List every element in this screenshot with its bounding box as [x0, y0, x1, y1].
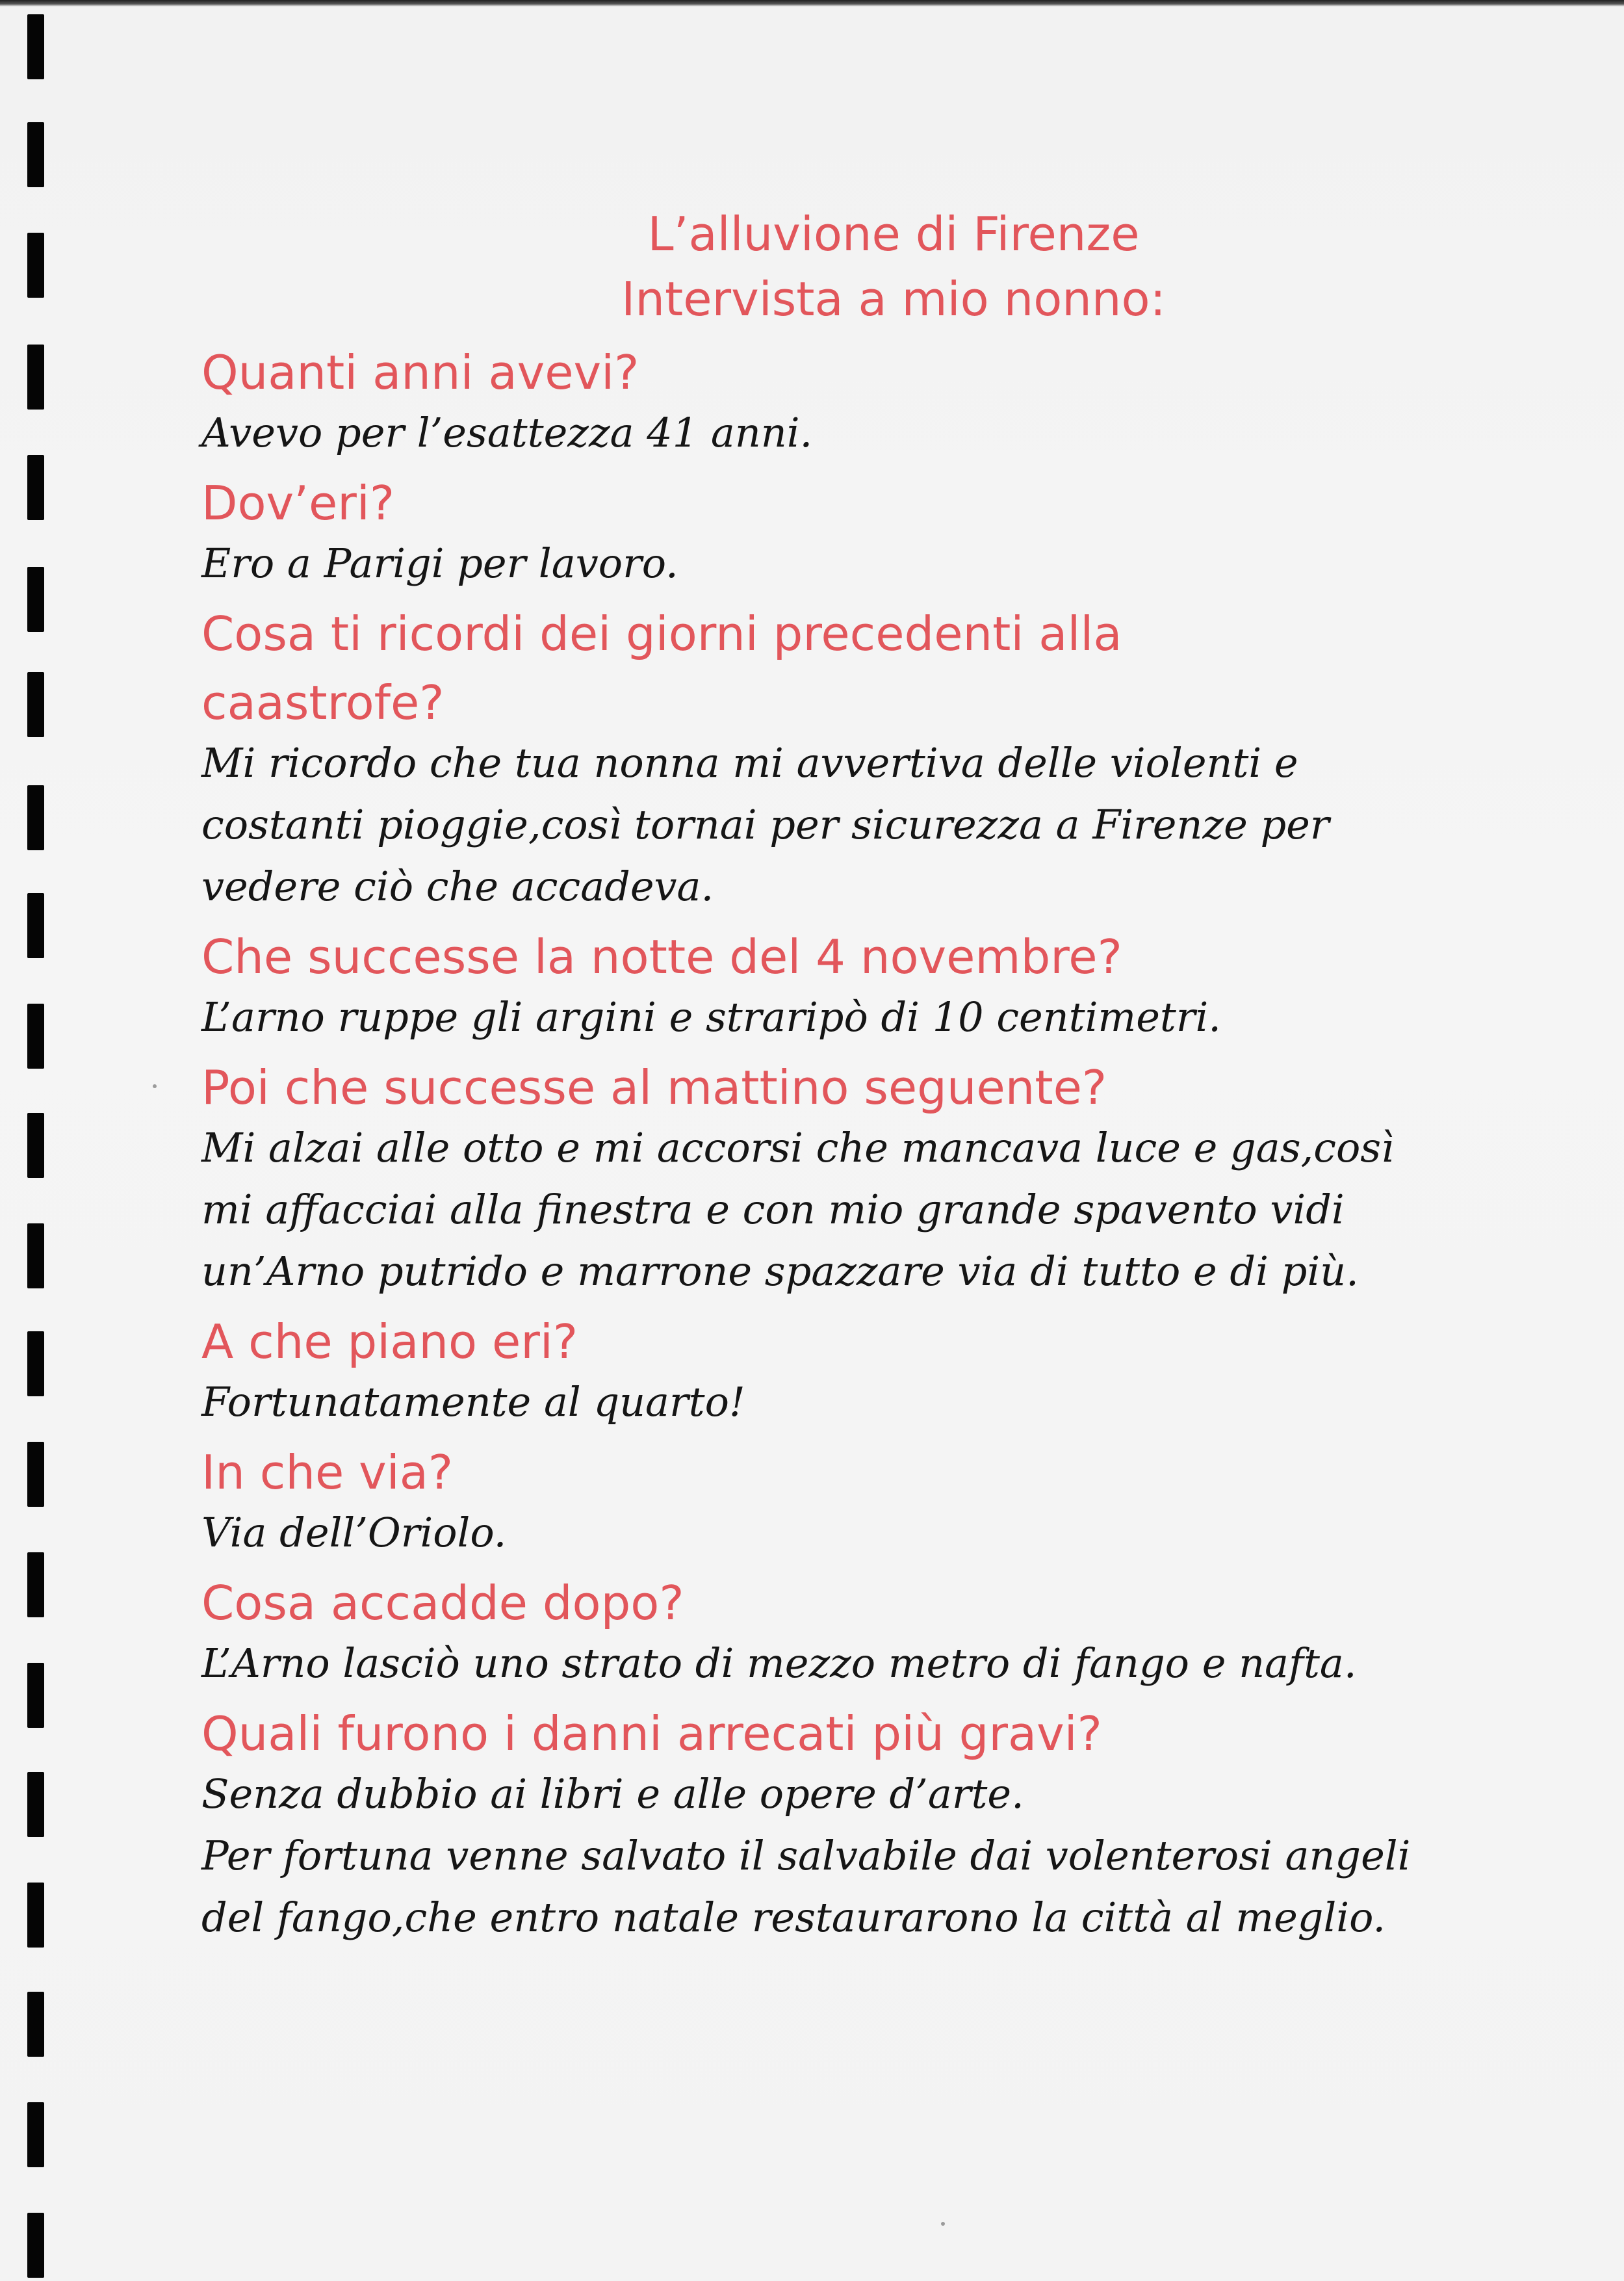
binding-hole — [27, 672, 44, 737]
document-title: L’alluvione di Firenze — [647, 207, 1140, 261]
binding-hole — [27, 1552, 44, 1617]
interview-answer: Senza dubbio ai libri e alle opere d’arte. — [201, 1770, 1024, 1818]
interview-answer: Via dell’Oriolo. — [201, 1509, 507, 1556]
binding-hole — [27, 2213, 44, 2278]
binding-hole — [27, 567, 44, 632]
qa-item — [201, 1053, 1475, 1302]
binding-hole — [27, 345, 44, 410]
paper-speck — [941, 2222, 945, 2226]
qa-item — [201, 922, 1475, 1048]
interview-answer: Mi alzai alle otto e mi accorsi che mancava luce e gas,così mi affacciai alla finestra e con mio grande spavento vidi un’Arno putrido e marrone spazzare via di tutto e di più. — [201, 1124, 1394, 1295]
interview-content — [201, 195, 1475, 1948]
binding-hole — [27, 1772, 44, 1837]
paper-speck — [153, 1084, 157, 1088]
binding-holes — [27, 0, 47, 2281]
binding-hole — [27, 1992, 44, 2057]
qa-item — [201, 1307, 1475, 1433]
binding-hole — [27, 1004, 44, 1069]
interview-question: A che piano eri? — [201, 1314, 578, 1369]
scan-top-edge — [0, 0, 1624, 7]
binding-hole — [27, 2102, 44, 2167]
qa-item — [201, 1699, 1475, 1948]
binding-hole — [27, 233, 44, 298]
qa-item — [201, 1569, 1475, 1694]
qa-item — [201, 599, 1475, 917]
interview-question: Quanti anni avevi? — [201, 345, 639, 400]
interview-answer: Avevo per l’esattezza 41 anni. — [201, 409, 813, 456]
interview-answer: L’arno ruppe gli argini e straripò di 10 centimetri. — [201, 993, 1221, 1041]
interview-answer: L’Arno lasciò uno strato di mezzo metro di fango e nafta. — [201, 1639, 1357, 1687]
binding-hole — [27, 455, 44, 520]
interview-answer: Fortunatamente al quarto! — [201, 1378, 745, 1426]
binding-hole — [27, 1331, 44, 1396]
binding-hole — [27, 14, 44, 79]
interview-question: In che via? — [201, 1445, 454, 1500]
interview-question: Poi che successe al mattino seguente? — [201, 1060, 1107, 1115]
interview-question: Dov’eri? — [201, 476, 395, 530]
interview-answer: Mi ricordo che tua nonna mi avvertiva delle violenti e costanti pioggie,così tornai per sicurezza a Firenze per vedere ciò che accadeva. — [201, 739, 1330, 910]
qa-item — [201, 469, 1475, 594]
interview-question: Che successe la notte del 4 novembre? — [201, 930, 1122, 984]
binding-hole — [27, 1442, 44, 1507]
document-subtitle: Intervista a mio nonno: — [621, 272, 1166, 326]
interview-answer: Ero a Parigi per lavoro. — [201, 540, 678, 587]
interview-question: Cosa accadde dopo? — [201, 1576, 684, 1630]
binding-hole — [27, 1663, 44, 1728]
binding-hole — [27, 1883, 44, 1948]
interview-answer-continuation: Per fortuna venne salvato il salvabile dai volenterosi angeli del fango,che entro natale restaurarono la città al meglio. — [201, 1832, 1411, 1941]
binding-hole — [27, 1113, 44, 1178]
binding-hole — [27, 893, 44, 958]
interview-question: Quali furono i danni arrecati più gravi? — [201, 1706, 1102, 1761]
qa-item — [201, 1438, 1475, 1563]
binding-hole — [27, 785, 44, 850]
binding-hole — [27, 122, 44, 187]
qa-item — [201, 338, 1475, 463]
binding-hole — [27, 1223, 44, 1288]
interview-question: Cosa ti ricordi dei giorni precedenti alla caastrofe? — [201, 606, 1122, 730]
